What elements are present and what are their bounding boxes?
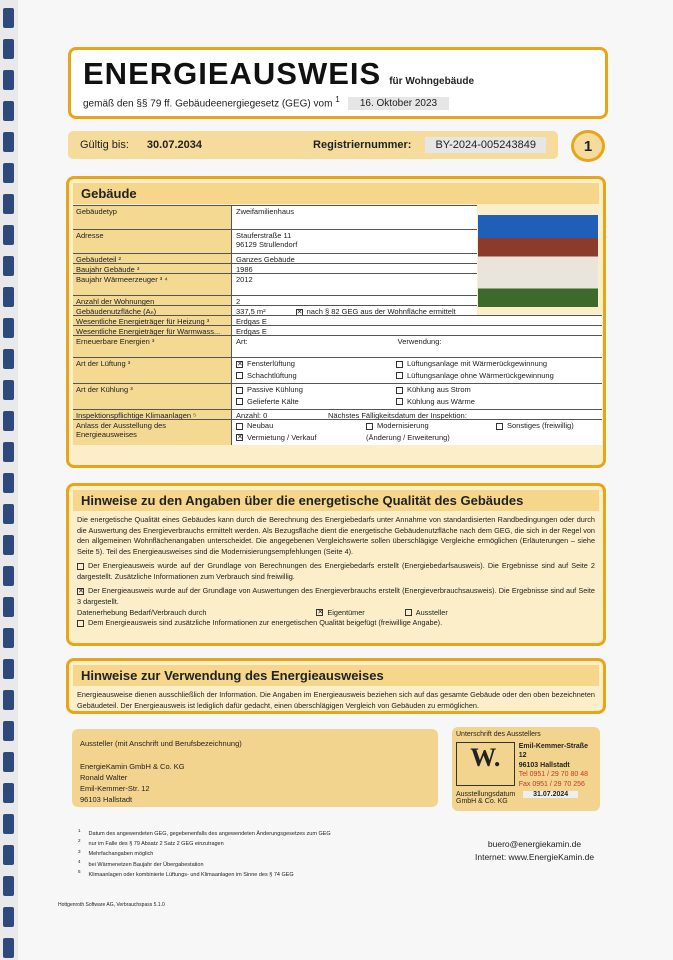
option-demand: Der Energieausweis wurde auf der Grundlage von Berechnungen des Energiebedarfs erstellt (Energiebedarfsausweis). Die Ergebnisse sind auf Seite 2 dargestellt. Zusätzliche Informationen zum Verbrauch sind freiwillig.	[77, 561, 595, 581]
binding-ring	[3, 845, 14, 865]
row-value	[232, 296, 477, 305]
row-value	[232, 274, 477, 295]
row-label: Gebäudetyp	[73, 206, 232, 229]
option	[236, 433, 366, 445]
option-additional: Dem Energieausweis sind zusätzliche Informationen zur energetischen Qualität beigefügt (freiwillige Angabe).	[88, 618, 443, 628]
value-text: 1986	[236, 265, 253, 274]
binding-ring	[3, 628, 14, 648]
issuer-line: Emil-Kemmer-Str. 12	[80, 783, 150, 793]
signature-box	[452, 727, 600, 811]
stamp-logo: W.	[456, 742, 515, 786]
row-label: Erneuerbare Energien ³	[73, 336, 232, 357]
issue-date: 31.07.2024	[523, 791, 578, 798]
footnote	[78, 849, 331, 859]
table-row	[73, 205, 477, 229]
row-label: Adresse	[73, 230, 232, 253]
row-label: Wesentliche Energieträger für Warmwass...	[73, 326, 232, 335]
row-value	[232, 326, 602, 335]
checkbox[interactable]	[236, 423, 243, 430]
row-label: Inspektionspflichtige Klimaanlagen ⁵	[73, 410, 232, 419]
footnote-number: 5	[78, 869, 81, 874]
option-label: Lüftungsanlage mit Wärmerückgewinnung	[407, 359, 548, 368]
option	[396, 371, 598, 383]
option-label: Kühlung aus Wärme	[407, 396, 475, 406]
valid-label: Gültig bis:	[80, 139, 129, 151]
value-text: Ganzes Gebäude	[236, 255, 295, 264]
ac-values	[232, 410, 602, 419]
binding-ring	[3, 566, 14, 586]
footnote-text: Datum des angewendeten GEG, gegebenenfalls des angewendeten Änderungsgesetzes zum GEG	[88, 830, 331, 837]
options	[232, 384, 602, 409]
note-text: nach § 82 GEG aus der Wohnfläche ermittelt	[306, 307, 456, 316]
value-text-2: 96129 Strullendorf	[236, 240, 298, 249]
option-label: (Änderung / Erweiterung)	[366, 432, 450, 442]
software-credit: Hottgenroth Software AG, Verbrauchspass 5.1.0	[58, 902, 165, 908]
option-label: Kühlung aus Strom	[407, 385, 471, 394]
footnote	[78, 859, 331, 869]
option	[366, 421, 496, 433]
option-label: Vermietung / Verkauf	[247, 432, 317, 442]
option	[366, 433, 496, 445]
checkbox[interactable]	[236, 398, 243, 405]
value-text: 2012	[236, 275, 253, 284]
value-text: Stauferstraße 11	[236, 231, 292, 240]
value-text: 2	[236, 297, 241, 306]
footnote-number: 4	[78, 858, 81, 864]
footnote-text: nur im Falle des § 79 Absatz 2 Satz 2 GEG einzutragen	[88, 841, 224, 848]
binding-ring	[3, 70, 14, 90]
section-heading: Hinweise zu den Angaben über die energetische Qualität des Gebäudes	[73, 490, 599, 511]
row-label: Art der Lüftung ³	[73, 358, 232, 383]
binding-ring	[3, 380, 14, 400]
option	[396, 359, 598, 371]
value-text: Erdgas E	[236, 317, 267, 326]
row-value	[232, 306, 477, 315]
issuer-label: Aussteller	[415, 607, 448, 617]
signature-label: Unterschrift des Ausstellers	[456, 731, 541, 738]
cooling-row	[73, 383, 602, 409]
option	[496, 421, 598, 433]
binding-ring	[3, 287, 14, 307]
issuer-label: Aussteller (mit Anschrift und Berufsbezeichnung)	[80, 739, 242, 748]
option-label: Modernisierung	[377, 421, 429, 430]
options	[232, 420, 602, 445]
option	[236, 385, 396, 397]
ventilation-row	[73, 357, 602, 383]
row-label: Gebäudeteil ²	[73, 254, 232, 263]
binding-ring	[3, 132, 14, 152]
option-label: Fensterlüftung	[247, 359, 295, 368]
binding-ring	[3, 690, 14, 710]
row-label: Baujahr Gebäude ³	[73, 264, 232, 273]
issuer-line: EnergieKamin GmbH & Co. KG	[80, 761, 185, 771]
binding-ring	[3, 39, 14, 59]
document-subtitle: für Wohngebäude	[389, 76, 475, 87]
stamp-city: 96103 Hallstadt	[518, 761, 570, 769]
option-label: Sonstiges (freiwillig)	[507, 421, 574, 430]
footnote-ref: 1	[335, 94, 340, 104]
table-row	[73, 315, 602, 325]
value-text: 337,5 m²	[236, 307, 266, 316]
binding-ring	[3, 504, 14, 524]
checkbox[interactable]	[366, 423, 373, 430]
checkbox[interactable]	[396, 372, 403, 379]
checkbox-checked[interactable]	[316, 609, 323, 616]
row-label: Anzahl der Wohnungen	[73, 296, 232, 305]
spiral-binding	[0, 0, 20, 960]
binding-ring	[3, 442, 14, 462]
website[interactable]: Internet: www.EnergieKamin.de	[475, 851, 595, 862]
option	[396, 385, 598, 397]
binding-ring	[3, 411, 14, 431]
binding-ring	[3, 597, 14, 617]
reg-label: Registriernummer:	[313, 139, 412, 151]
binding-ring	[3, 163, 14, 183]
table-row	[73, 335, 602, 357]
law-reference: gemäß den §§ 79 ff. Gebäudeenergiegesetz (GEG) vom	[83, 98, 333, 110]
section-heading: Hinweise zur Verwendung des Energieausweises	[73, 665, 599, 686]
usage-section	[66, 658, 606, 714]
reg-number: BY-2024-005243849	[425, 137, 546, 153]
checkbox[interactable]	[405, 609, 412, 616]
binding-ring	[3, 876, 14, 896]
binding-ring	[3, 752, 14, 772]
checkbox[interactable]	[496, 423, 503, 430]
ac-row	[73, 409, 602, 419]
checkbox-checked[interactable]	[236, 361, 243, 368]
checkbox-checked[interactable]	[236, 434, 243, 441]
table-row	[73, 263, 477, 273]
row-label: Art der Kühlung ³	[73, 384, 232, 409]
binding-ring	[3, 318, 14, 338]
ac-next-inspection: Nächstes Fälligkeitsdatum der Inspektion:	[328, 411, 467, 420]
row-value	[232, 336, 602, 357]
value-text: Erdgas E	[236, 327, 267, 336]
option-label: Neubau	[247, 421, 274, 430]
binding-ring	[3, 194, 14, 214]
binding-ring	[3, 101, 14, 121]
binding-ring	[3, 783, 14, 803]
table-row	[73, 273, 477, 295]
stamp-tel: Tel 0951 / 29 70 80 48	[518, 771, 589, 779]
row-label: Anlass der Ausstellung des Energieausweises	[73, 420, 232, 445]
quality-section	[66, 483, 606, 646]
binding-ring	[3, 814, 14, 834]
usage-text: Energieausweise dienen ausschließlich der Information. Die Angaben im Energieausweis beziehen sich auf das gesamte Gebäude oder den oben bezeichneten Gebäudeteil. Der Energieausweis ist lediglich dafür gedacht, einen überschlägigen Vergleich von Gebäuden zu ermöglichen.	[77, 690, 595, 710]
checkbox[interactable]	[396, 387, 403, 394]
email[interactable]: buero@energiekamin.de	[487, 839, 582, 849]
checkbox[interactable]	[77, 620, 84, 627]
footnote	[78, 838, 331, 848]
option	[236, 397, 396, 409]
validity-bar	[68, 131, 558, 159]
table-row	[73, 325, 602, 335]
footnote-number: 2	[78, 838, 81, 844]
checkbox[interactable]	[396, 398, 403, 405]
valid-date: 30.07.2034	[146, 139, 202, 151]
row-label: Gebäudenutzfläche (Aₙ)	[73, 306, 232, 315]
footnote-text: Mehrfachangaben möglich	[88, 851, 154, 858]
page-number: 1	[571, 130, 605, 162]
data-collection-label: Datenerhebung Bedarf/Verbrauch durch	[77, 607, 207, 617]
row-value	[232, 230, 477, 253]
row-label: Wesentliche Energieträger für Heizung ³	[73, 316, 232, 325]
value-text: Zweifamilienhaus	[236, 207, 294, 216]
footnote	[78, 869, 331, 879]
stamp-street: Emil-Kemmer-Straße 12	[518, 743, 588, 760]
issuer-line: Ronald Walter	[80, 772, 128, 782]
footnote-number: 3	[78, 848, 81, 854]
option	[236, 371, 396, 383]
binding-ring	[3, 8, 14, 28]
binding-ring	[3, 659, 14, 679]
document-title: ENERGIEAUSWEIS	[83, 56, 382, 91]
issuer-line: 96103 Hallstadt	[80, 794, 133, 804]
row-value	[232, 254, 477, 263]
stamp-fax: Fax 0951 / 29 70 256	[518, 780, 585, 788]
issuer-box	[72, 729, 438, 807]
row-label: Baujahr Wärmeerzeuger ³ ⁴	[73, 274, 232, 295]
binding-ring	[3, 938, 14, 958]
law-date: 16. Oktober 2023	[348, 97, 449, 110]
row-value	[232, 264, 477, 273]
option-label: Schachtlüftung	[247, 370, 297, 380]
checkbox[interactable]	[396, 361, 403, 368]
row-value	[232, 316, 602, 325]
checkbox[interactable]	[236, 387, 243, 394]
footnote-number: 1	[78, 828, 81, 833]
checkbox[interactable]	[77, 563, 84, 570]
owner-label: Eigentümer	[327, 607, 365, 617]
binding-ring	[3, 473, 14, 493]
reason-row	[73, 419, 602, 445]
building-photo	[478, 215, 598, 307]
checkbox[interactable]	[236, 372, 243, 379]
quality-text	[69, 511, 603, 633]
option-label: Gelieferte Kälte	[247, 396, 299, 406]
option	[396, 397, 598, 409]
ac-count: Anzahl: 0	[236, 411, 268, 420]
table-row	[73, 295, 477, 305]
binding-ring	[3, 721, 14, 741]
intro-text: Die energetische Qualität eines Gebäudes kann durch die Berechnung des Energiebedarfs unter Annahme von standardisierten Randbedingungen oder durch die Auswertung des Energieverbrauchs ermittelt werden. Als Bezugsfläche dient die energetische Gebäudenutzfläche nach dem GEG, die sich in der Regel von den allgemeinen Wohnflächenangaben unterscheidet. Die angegebenen Vergleichswerte sollen überschlägige Vergleiche ermöglichen (Erläuterungen – siehe Seite 5). Teil des Energieausweises sind die Modernisierungsempfehlungen (Seite 4).	[77, 515, 595, 556]
area-note	[296, 307, 456, 314]
contact-info	[475, 838, 594, 864]
table-row	[73, 229, 477, 253]
binding-ring	[3, 225, 14, 245]
option-label: Lüftungsanlage ohne Wärmerückgewinnung	[407, 370, 554, 380]
binding-ring	[3, 349, 14, 369]
option-consumption: Der Energieausweis wurde auf der Grundlage von Auswertungen des Energieverbrauchs erstellt (Energieverbrauchsausweis). Die Ergebnisse sind auf Seite 3 dargestellt.	[77, 586, 595, 607]
table-row	[73, 305, 477, 315]
table-row	[73, 253, 477, 263]
issuer-address	[80, 762, 430, 806]
footnote-text: Klimaanlagen oder kombinierte Lüftungs- und Klimaanlagen im Sinne des § 74 GEG	[88, 871, 294, 878]
section-heading: Gebäude	[73, 183, 599, 204]
title-box	[68, 47, 608, 119]
footnote-text: bei Wärmenetzen Baujahr der Übergabestation	[88, 861, 204, 868]
footnotes	[78, 828, 331, 879]
option-label: Passive Kühlung	[247, 385, 303, 394]
binding-ring	[3, 535, 14, 555]
option	[236, 421, 366, 433]
value-text: Art:	[236, 337, 248, 346]
value-text-2: Verwendung:	[397, 337, 442, 346]
date-label: Ausstellungsdatum	[456, 791, 516, 799]
checkbox-checked[interactable]	[77, 588, 84, 595]
row-value	[232, 206, 477, 229]
stamp-company: GmbH & Co. KG	[456, 798, 508, 806]
footnote	[78, 828, 331, 838]
options	[232, 358, 602, 383]
binding-ring	[3, 907, 14, 927]
binding-ring	[3, 256, 14, 276]
option	[236, 359, 396, 371]
